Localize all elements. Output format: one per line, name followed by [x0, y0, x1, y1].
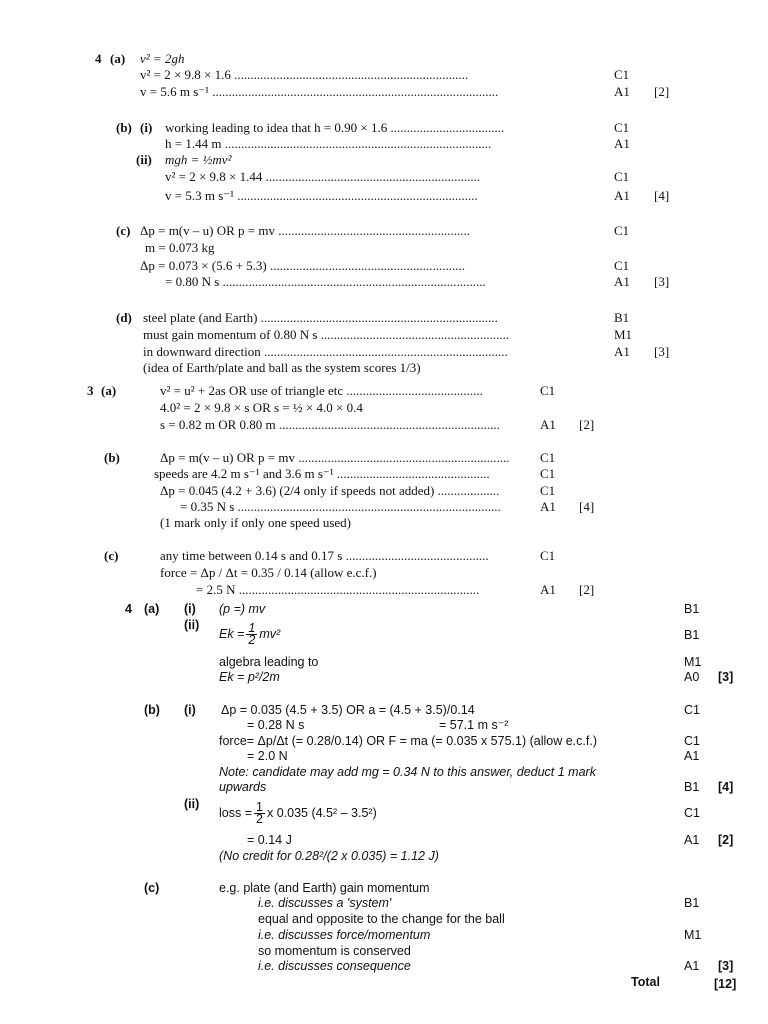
mark-code: M1 — [684, 928, 702, 942]
mark-code: A1 — [614, 344, 630, 359]
fraction-denominator: 2 — [256, 812, 263, 827]
answer-line: so momentum is conserved — [258, 944, 411, 958]
answer-line: working leading to idea that h = 0.90 × 1.6 ................................... — [165, 120, 505, 135]
answer-line: Δp = 0.035 (4.5 + 3.5) OR a = (4.5 + 3.5)/0.14 — [221, 703, 475, 717]
mark-code: A1 — [614, 188, 630, 203]
answer-line: steel plate (and Earth) ......................................................................... — [143, 310, 498, 325]
answer-line: must gain momentum of 0.80 N s .......................................................... — [143, 327, 510, 342]
mark-code: C1 — [540, 466, 556, 481]
answer-line: force = Δp / Δt = 0.35 / 0.14 (allow e.c.f.) — [160, 565, 377, 580]
answer-line: = 57.1 m s⁻² — [439, 718, 509, 732]
fraction-denominator: 2 — [248, 633, 256, 648]
answer-line: m = 0.073 kg — [145, 240, 215, 255]
mark-code: C1 — [614, 120, 630, 135]
answer-line: = 0.35 N s ................................................................................. — [180, 499, 501, 514]
mark-code: C1 — [614, 67, 630, 82]
mark-code: A1 — [614, 84, 630, 99]
mark-code: A1 — [540, 417, 556, 432]
energy-loss-formula — [219, 799, 377, 827]
answer-line: = 0.28 N s — [247, 718, 305, 732]
answer-line: any time between 0.14 s and 0.17 s ............................................ — [160, 548, 489, 563]
mark-total: [2] — [718, 833, 734, 847]
part-label-a: (a) — [144, 602, 160, 616]
answer-line: = 2.5 N .......................................................................... — [196, 582, 480, 597]
mark-code: B1 — [684, 628, 700, 642]
formula-rhs: x 0.035 (4.5² – 3.5²) — [266, 806, 377, 820]
answer-note: upwards — [219, 780, 267, 794]
answer-note: i.e. discusses a 'system' — [258, 896, 392, 910]
mark-code: B1 — [684, 896, 700, 910]
mark-total: [2] — [579, 417, 595, 432]
mark-code: C1 — [540, 383, 556, 398]
mark-total: [2] — [654, 84, 670, 99]
mark-code: M1 — [614, 327, 633, 342]
subpart-label: (ii) — [184, 797, 200, 811]
mark-code: B1 — [684, 602, 700, 616]
part-label-d: (d) — [116, 310, 132, 325]
mark-total: [3] — [718, 959, 734, 973]
answer-line: v = 5.3 m s⁻¹ .......................................................................... — [165, 188, 478, 203]
answer-line: equal and opposite to the change for the ball — [258, 912, 505, 926]
answer-note: i.e. discusses force/momentum — [258, 928, 431, 942]
answer-line: Δp = 0.073 × (5.6 + 5.3) ............................................................ — [140, 258, 466, 273]
answer-note: (idea of Earth/plate and ball as the system scores 1/3) — [143, 360, 421, 375]
part-label-b: (b) — [144, 703, 160, 717]
total-marks: [12] — [714, 977, 737, 991]
mark-code: A1 — [614, 274, 630, 289]
mark-total: [4] — [718, 780, 734, 794]
answer-line: s = 0.82 m OR 0.80 m .................................................................... — [160, 417, 500, 432]
mark-code: A1 — [684, 959, 700, 973]
fraction-half — [254, 802, 265, 825]
part-label-c: (c) — [104, 548, 119, 563]
mark-code: C1 — [540, 450, 556, 465]
part-label-c: (c) — [144, 881, 160, 895]
mark-code: A1 — [614, 136, 630, 151]
answer-note: Note: candidate may add mg = 0.34 N to this answer, deduct 1 mark — [219, 765, 596, 779]
kinetic-energy-formula — [219, 620, 280, 648]
fraction-numerator: 1 — [256, 800, 263, 815]
subpart-label: (ii) — [184, 618, 200, 632]
answer-line: = 2.0 N — [247, 749, 288, 763]
mark-code: A1 — [540, 582, 556, 597]
mark-total: [3] — [718, 670, 734, 684]
answer-line: Ek = p²/2m — [219, 670, 280, 684]
answer-line: v = 5.6 m s⁻¹ ........................................................................................ — [140, 84, 499, 99]
mark-code: C1 — [614, 223, 630, 238]
fraction-numerator: 1 — [248, 621, 256, 636]
mark-code: C1 — [684, 703, 700, 717]
answer-line: Δp = 0.045 (4.2 + 3.6) (2/4 only if speeds not added) ................... — [160, 483, 500, 498]
mark-code: M1 — [684, 655, 702, 669]
formula-lhs: Ek = — [219, 627, 245, 641]
answer-line: = 0.80 N s ................................................................................. — [165, 274, 486, 289]
answer-line: speeds are 4.2 m s⁻¹ and 3.6 m s⁻¹ ............................................... — [154, 466, 490, 481]
answer-line: force= Δp/Δt (= 0.28/0.14) OR F = ma (= 0.035 x 575.1) (allow e.c.f.) — [219, 734, 597, 748]
question-number: 3 — [87, 383, 94, 398]
mark-code: C1 — [540, 548, 556, 563]
answer-note: (No credit for 0.28²/(2 x 0.035) = 1.12 J) — [219, 849, 439, 863]
subpart-label: (i) — [184, 602, 196, 616]
answer-line: h = 1.44 m .................................................................................. — [165, 136, 492, 151]
answer-line: Δp = m(v – u) OR p = mv ........................................................... — [140, 223, 470, 238]
answer-line: Δp = m(v – u) OR p = mv ................................................................. — [160, 450, 510, 465]
mark-code: C1 — [684, 734, 700, 748]
mark-total: [4] — [654, 188, 670, 203]
mark-code: B1 — [614, 310, 630, 325]
subpart-label: (ii) — [136, 152, 152, 167]
mark-total: [3] — [654, 274, 670, 289]
mark-code: A0 — [684, 670, 700, 684]
answer-line: v² = 2 × 9.8 × 1.6 ........................................................................ — [140, 67, 469, 82]
mark-total: [2] — [579, 582, 595, 597]
part-label-a: (a) — [110, 51, 126, 66]
mark-total: [4] — [579, 499, 595, 514]
mark-code: C1 — [614, 258, 630, 273]
mark-code: A1 — [684, 749, 700, 763]
formula-rhs: mv² — [259, 627, 281, 641]
fraction-half — [246, 623, 257, 646]
answer-line: algebra leading to — [219, 655, 319, 669]
mark-code: B1 — [684, 780, 700, 794]
total-label: Total — [631, 975, 660, 989]
answer-line: v² = 2 × 9.8 × 1.44 .................................................................. — [165, 169, 481, 184]
part-label-c: (c) — [116, 223, 131, 238]
mark-code: C1 — [684, 806, 700, 820]
question-number: 4 — [125, 602, 132, 616]
answer-note: i.e. discusses consequence — [258, 959, 411, 973]
answer-note: (1 mark only if only one speed used) — [160, 515, 351, 530]
mark-code: C1 — [540, 483, 556, 498]
answer-line: v² = u² + 2as OR use of triangle etc .......................................... — [160, 383, 483, 398]
mark-code: C1 — [614, 169, 630, 184]
subpart-label: (i) — [184, 703, 196, 717]
part-label-a: (a) — [101, 383, 117, 398]
answer-line: e.g. plate (and Earth) gain momentum — [219, 881, 430, 895]
subpart-label: (i) — [140, 120, 153, 135]
answer-line: 4.0² = 2 × 9.8 × s OR s = ½ × 4.0 × 0.4 — [160, 400, 363, 415]
mark-code: A1 — [684, 833, 700, 847]
mark-total: [3] — [654, 344, 670, 359]
answer-line: mgh = ½mv² — [165, 152, 232, 167]
answer-line: (p =) mv — [219, 602, 266, 616]
question-number: 4 — [95, 51, 102, 66]
part-label-b: (b) — [104, 450, 120, 465]
formula-lhs: loss = — [219, 806, 253, 820]
answer-line: v² = 2gh — [140, 51, 185, 66]
part-label-b: (b) — [116, 120, 132, 135]
answer-line: in downward direction ........................................................................... — [143, 344, 508, 359]
mark-code: A1 — [540, 499, 556, 514]
answer-line: = 0.14 J — [247, 833, 292, 847]
